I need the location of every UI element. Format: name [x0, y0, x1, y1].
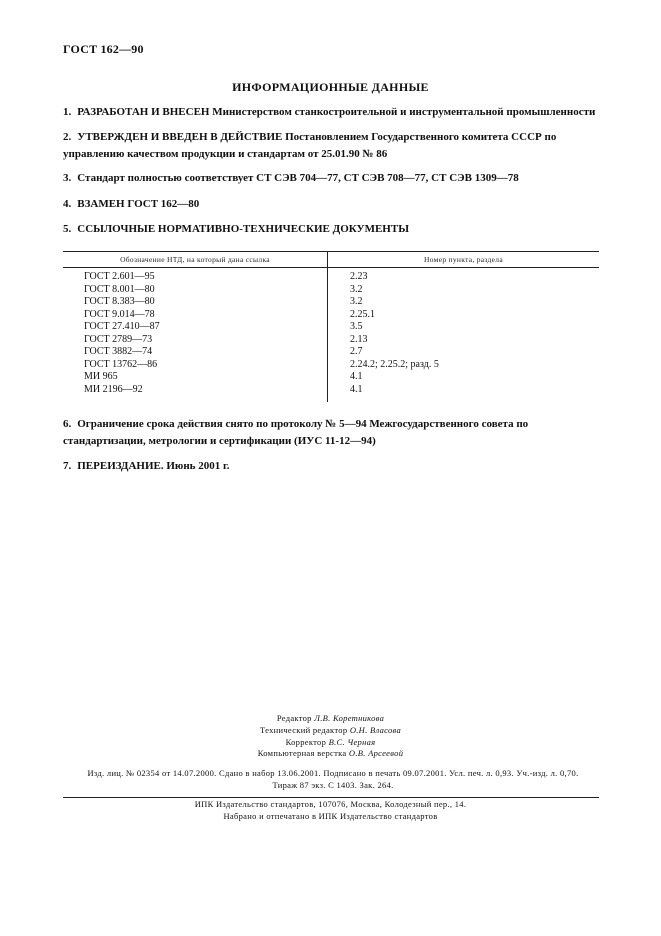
item-lead: ВЗАМЕН ГОСТ 162—80 — [77, 198, 200, 210]
section-cell: 3.2 — [350, 296, 363, 307]
credit-role: Компьютерная верстка — [257, 748, 347, 759]
document-cell: МИ 965 — [63, 371, 328, 384]
credit-role: Технический редактор — [259, 724, 348, 735]
table-header-row — [63, 252, 599, 268]
page-header: ГОСТ 162—90 — [63, 42, 144, 56]
section-cell: 4.1 — [350, 371, 363, 382]
table-row — [63, 334, 599, 347]
table-row — [63, 359, 599, 372]
section-cell: 2.7 — [350, 346, 363, 357]
table-row — [63, 384, 599, 403]
item-2 — [63, 129, 603, 163]
publisher-line: ИПК Издательство стандартов, 107076, Москва, Колодезный пер., 14. — [194, 799, 467, 809]
item-number: 7. — [63, 460, 72, 472]
imprint-line: Изд. лиц. № 02354 от 14.07.2000. Сдано в набор 13.06.2001. Подписано в печать 09.07.2001. Усл. печ. л. 0,93. Уч.-изд. л. 0,70. — [87, 768, 579, 778]
item-4 — [63, 196, 603, 213]
item-6 — [63, 416, 603, 450]
publisher-block — [0, 799, 661, 823]
section-cell: 2.13 — [350, 333, 368, 345]
item-text: Постановлением Государственного комитета СССР по управлению качеством продукции и стандартам от 25.01.90 № 86 — [63, 131, 557, 160]
item-number: 6. — [63, 418, 72, 430]
imprint-line: Тираж 87 экз. С 1403. Зак. 264. — [272, 779, 394, 790]
credit-line — [0, 748, 661, 760]
item-lead: ССЫЛОЧНЫЕ НОРМАТИВНО-ТЕХНИЧЕСКИЕ ДОКУМЕНТЫ — [77, 223, 409, 235]
item-number: 1. — [63, 106, 72, 118]
document-cell: ГОСТ 8.383—80 — [63, 296, 328, 309]
section-cell: 4.1 — [350, 383, 363, 395]
credit-person: Л.В. Коретникова — [314, 713, 385, 723]
imprint-block — [63, 768, 603, 792]
publisher-line: Набрано и отпечатано в ИПК Издательство стандартов — [223, 810, 438, 821]
credit-role: Редактор — [276, 713, 312, 723]
reference-table — [63, 251, 599, 402]
credit-person: О.Н. Власова — [349, 724, 402, 735]
item-text: Стандарт полностью соответствует СТ СЭВ 704—77, СТ СЭВ 708—77, СТ СЭВ 1309—78 — [77, 172, 519, 184]
item-number: 3. — [63, 172, 72, 184]
page-title: ИНФОРМАЦИОННЫЕ ДАННЫЕ — [232, 80, 429, 94]
item-5 — [63, 221, 603, 238]
document-cell: МИ 2196—92 — [63, 384, 328, 403]
document-cell: ГОСТ 9.014—78 — [63, 309, 328, 322]
section-cell: 2.24.2; 2.25.2; разд. 5 — [350, 358, 439, 370]
document-cell: ГОСТ 2.601—95 — [63, 268, 328, 284]
section-cell: 2.23 — [350, 271, 368, 282]
item-7 — [63, 458, 603, 475]
section-cell: 3.2 — [350, 283, 363, 295]
item-text: Министерством станкостроительной и инструментальной промышленности — [212, 106, 596, 118]
section-cell: 3.5 — [350, 321, 363, 332]
item-number: 5. — [63, 223, 72, 235]
item-3 — [63, 170, 603, 187]
item-text: Ограничение срока действия снято по протоколу № 5—94 Межгосударственного совета по стандартизации, метрологии и сертификации (ИУС 11-12—94) — [63, 418, 529, 447]
item-number: 4. — [63, 198, 72, 210]
credits-block — [0, 713, 661, 760]
item-lead: ПЕРЕИЗДАНИЕ. — [77, 460, 164, 472]
item-number: 2. — [63, 131, 72, 143]
footer-divider — [63, 797, 599, 798]
document-cell: ГОСТ 13762—86 — [63, 359, 328, 372]
credit-line — [0, 725, 661, 737]
column-header-document: Обозначение НТД, на который дана ссылка — [63, 252, 328, 268]
document-cell: ГОСТ 3882—74 — [63, 346, 328, 359]
section-cell: 2.25.1 — [350, 308, 375, 320]
table-row — [63, 346, 599, 359]
item-text: Июнь 2001 г. — [166, 460, 230, 472]
table-row — [63, 309, 599, 322]
item-1 — [63, 104, 603, 121]
column-header-section: Номер пункта, раздела — [328, 252, 600, 268]
document-cell: ГОСТ 27.410—87 — [63, 321, 328, 334]
table-row — [63, 296, 599, 309]
table-row — [63, 321, 599, 334]
item-lead: УТВЕРЖДЕН И ВВЕДЕН В ДЕЙСТВИЕ — [77, 131, 283, 143]
document-cell: ГОСТ 2789—73 — [63, 334, 328, 347]
table-row — [63, 371, 599, 384]
table-row — [63, 284, 599, 297]
credit-line — [0, 737, 661, 749]
credit-role: Корректор — [285, 736, 327, 747]
table-row — [63, 268, 599, 284]
credit-line — [0, 713, 661, 725]
document-cell: ГОСТ 8.001—80 — [63, 284, 328, 297]
item-lead: РАЗРАБОТАН И ВНЕСЕН — [77, 106, 210, 118]
credit-person: О.В. Арсеевой — [348, 748, 404, 759]
credit-person: В.С. Черная — [328, 736, 376, 747]
